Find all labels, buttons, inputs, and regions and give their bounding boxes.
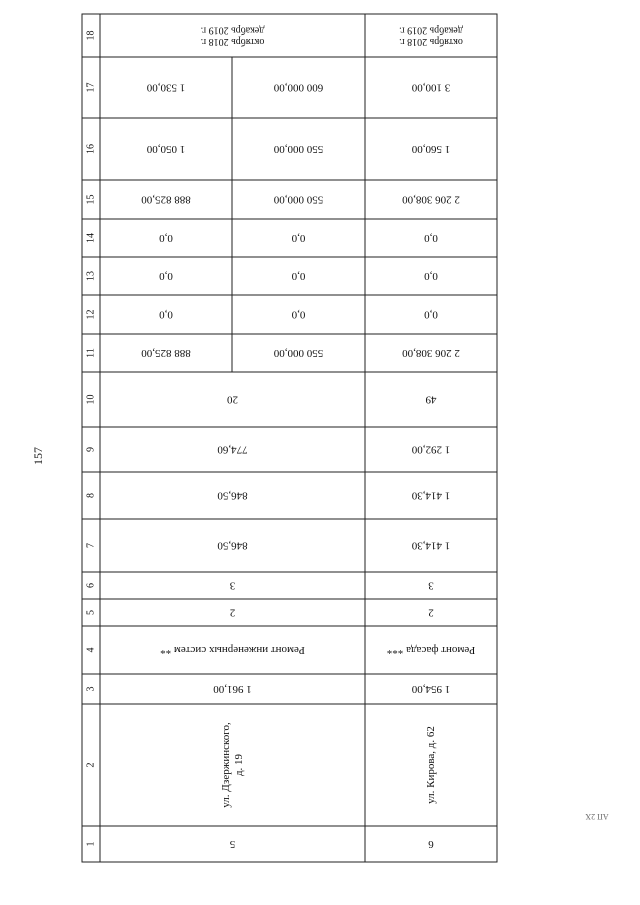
row-5-cell-10 bbox=[227, 394, 239, 406]
row-5-cell-15b bbox=[273, 194, 323, 206]
row-6-cell-15 bbox=[402, 194, 460, 206]
svg-text:11: 11 bbox=[85, 348, 97, 358]
row-5-cell-4 bbox=[160, 644, 305, 656]
column-number-18 bbox=[86, 31, 97, 41]
svg-text:1 961,00: 1 961,00 bbox=[213, 683, 252, 695]
svg-text:1 954,00: 1 954,00 bbox=[411, 683, 451, 695]
svg-text:3 100,00: 3 100,00 bbox=[411, 81, 451, 94]
svg-text:5: 5 bbox=[85, 610, 97, 615]
row-5-cell-14a bbox=[159, 232, 173, 244]
row-5-cell-14b bbox=[291, 232, 305, 244]
row-5-cell-6 bbox=[229, 580, 235, 592]
svg-text:16: 16 bbox=[85, 144, 97, 154]
svg-text:3: 3 bbox=[85, 686, 97, 692]
svg-text:846,50: 846,50 bbox=[217, 489, 248, 502]
svg-text:13: 13 bbox=[85, 271, 97, 281]
svg-text:0,0: 0,0 bbox=[424, 270, 438, 282]
margin-note: АП 2Х bbox=[585, 812, 609, 821]
row-6-cell-7 bbox=[411, 540, 450, 552]
svg-text:5: 5 bbox=[229, 838, 236, 850]
svg-text:774,60: 774,60 bbox=[217, 443, 248, 456]
svg-text:0,0: 0,0 bbox=[291, 232, 306, 244]
svg-text:0,0: 0,0 bbox=[291, 270, 306, 282]
row-5-cell-9 bbox=[217, 444, 248, 456]
row-5-cell-18 bbox=[201, 24, 265, 47]
svg-text:17: 17 bbox=[85, 82, 97, 93]
row-5-cell-13a bbox=[159, 270, 173, 282]
svg-text:0,0: 0,0 bbox=[159, 232, 173, 244]
row-5-cell-12b bbox=[291, 309, 305, 321]
svg-text:3: 3 bbox=[428, 579, 434, 592]
svg-text:14: 14 bbox=[85, 233, 97, 243]
column-number-7 bbox=[86, 543, 97, 548]
svg-text:ул. Дзержинского,: ул. Дзержинского, bbox=[220, 722, 233, 808]
column-number-3 bbox=[86, 687, 97, 692]
svg-text:8: 8 bbox=[85, 493, 97, 498]
svg-text:18: 18 bbox=[85, 30, 97, 41]
row-5-cell-16b bbox=[273, 143, 323, 155]
row-5-cell-17b bbox=[273, 82, 323, 94]
column-number-14 bbox=[86, 233, 97, 243]
svg-text:1 414,30: 1 414,30 bbox=[411, 489, 451, 502]
row-5-cell-13b bbox=[291, 270, 305, 282]
row-6-cell-17 bbox=[411, 82, 450, 94]
column-number-16 bbox=[86, 144, 97, 154]
svg-text:октябрь 2018 г.: октябрь 2018 г. bbox=[200, 35, 265, 47]
svg-text:550 000,00: 550 000,00 bbox=[273, 347, 324, 359]
svg-text:6: 6 bbox=[428, 838, 434, 850]
column-number-4 bbox=[86, 648, 97, 653]
column-number-9 bbox=[86, 447, 97, 452]
svg-text:0,0: 0,0 bbox=[424, 308, 438, 321]
row-5-cell-5 bbox=[230, 607, 236, 619]
row-5-cell-17a bbox=[146, 82, 185, 94]
svg-text:Ремонт инженерных систем **: Ремонт инженерных систем ** bbox=[160, 644, 305, 656]
svg-text:7: 7 bbox=[85, 543, 97, 548]
column-number-5 bbox=[86, 610, 97, 615]
column-number-2 bbox=[86, 763, 97, 768]
svg-text:2: 2 bbox=[229, 606, 236, 619]
svg-text:0,0: 0,0 bbox=[424, 232, 438, 244]
row-6-cell-4 bbox=[387, 644, 475, 656]
svg-text:д. 19: д. 19 bbox=[232, 753, 245, 777]
svg-text:0,0: 0,0 bbox=[159, 308, 173, 321]
page-number: 157 bbox=[31, 447, 45, 465]
svg-text:1 530,00: 1 530,00 bbox=[146, 81, 186, 94]
svg-text:20: 20 bbox=[227, 393, 238, 406]
svg-text:Ремонт фасада ***: Ремонт фасада *** bbox=[386, 644, 476, 656]
column-number-11 bbox=[86, 348, 97, 358]
svg-text:888 825,00: 888 825,00 bbox=[141, 347, 191, 359]
column-number-13 bbox=[86, 271, 97, 281]
svg-text:1 414,30: 1 414,30 bbox=[411, 539, 451, 552]
row-5-cell-8 bbox=[217, 490, 248, 502]
svg-text:10: 10 bbox=[85, 394, 97, 405]
svg-text:4: 4 bbox=[85, 647, 97, 653]
row-6-cell-1 bbox=[428, 838, 434, 850]
svg-text:9: 9 bbox=[85, 447, 97, 452]
svg-text:октябрь 2018 г.: октябрь 2018 г. bbox=[399, 35, 463, 47]
row-6-cell-13 bbox=[424, 270, 438, 282]
svg-text:2: 2 bbox=[428, 606, 434, 619]
row-6-cell-18 bbox=[399, 24, 463, 47]
svg-text:2: 2 bbox=[85, 762, 97, 768]
row-5-cell-12a bbox=[159, 309, 173, 321]
svg-text:2 206 308,00: 2 206 308,00 bbox=[402, 193, 460, 206]
svg-text:49: 49 bbox=[425, 393, 437, 406]
row-5-cell-1 bbox=[229, 838, 235, 850]
svg-text:12: 12 bbox=[85, 309, 97, 320]
column-number-6 bbox=[86, 583, 97, 588]
svg-text:3: 3 bbox=[229, 579, 236, 592]
column-number-12 bbox=[86, 310, 97, 320]
row-6-cell-16 bbox=[411, 143, 450, 155]
svg-text:15: 15 bbox=[85, 194, 97, 205]
row-6-cell-5 bbox=[428, 607, 434, 619]
row-5-cell-11b bbox=[273, 347, 323, 359]
svg-text:декабрь 2019 г.: декабрь 2019 г. bbox=[200, 24, 265, 36]
row-6-cell-3 bbox=[411, 683, 450, 695]
svg-text:1: 1 bbox=[85, 841, 97, 847]
column-number-10 bbox=[86, 395, 97, 405]
svg-text:1 050,00: 1 050,00 bbox=[146, 143, 186, 155]
svg-text:550 000,00: 550 000,00 bbox=[273, 193, 324, 206]
column-number-17 bbox=[86, 83, 97, 93]
column-number-1 bbox=[86, 842, 97, 847]
svg-text:846,50: 846,50 bbox=[217, 539, 248, 552]
row-5-cell-16a bbox=[146, 143, 185, 155]
row-6-cell-14 bbox=[424, 232, 438, 244]
svg-text:0,0: 0,0 bbox=[159, 270, 173, 282]
svg-text:0,0: 0,0 bbox=[291, 308, 306, 321]
svg-text:1 560,00: 1 560,00 bbox=[411, 143, 451, 155]
row-5-cell-11a bbox=[141, 347, 191, 359]
column-number-8 bbox=[86, 493, 97, 498]
svg-text:ул. Кирова, д. 62: ул. Кирова, д. 62 bbox=[425, 726, 437, 804]
row-6-cell-9 bbox=[411, 444, 450, 456]
row-5-cell-3 bbox=[213, 683, 252, 695]
svg-text:888 825,00: 888 825,00 bbox=[141, 193, 191, 206]
row-6-cell-2 bbox=[425, 726, 437, 804]
row-5-cell-2 bbox=[220, 722, 245, 808]
svg-text:1 292,00: 1 292,00 bbox=[411, 443, 451, 456]
svg-text:декабрь 2019 г.: декабрь 2019 г. bbox=[399, 24, 463, 36]
row-6-cell-8 bbox=[411, 490, 450, 502]
row-6-cell-10 bbox=[425, 394, 437, 406]
row-6-cell-6 bbox=[428, 580, 434, 592]
row-6-cell-12 bbox=[424, 309, 438, 321]
row-6-cell-11 bbox=[402, 347, 460, 359]
svg-text:6: 6 bbox=[85, 583, 97, 588]
svg-text:550 000,00: 550 000,00 bbox=[273, 143, 324, 155]
column-number-15 bbox=[86, 195, 97, 205]
svg-text:600 000,00: 600 000,00 bbox=[273, 81, 324, 94]
row-5-cell-7 bbox=[217, 540, 248, 552]
svg-text:2 206 308,00: 2 206 308,00 bbox=[402, 347, 460, 359]
row-5-cell-15a bbox=[141, 194, 191, 206]
